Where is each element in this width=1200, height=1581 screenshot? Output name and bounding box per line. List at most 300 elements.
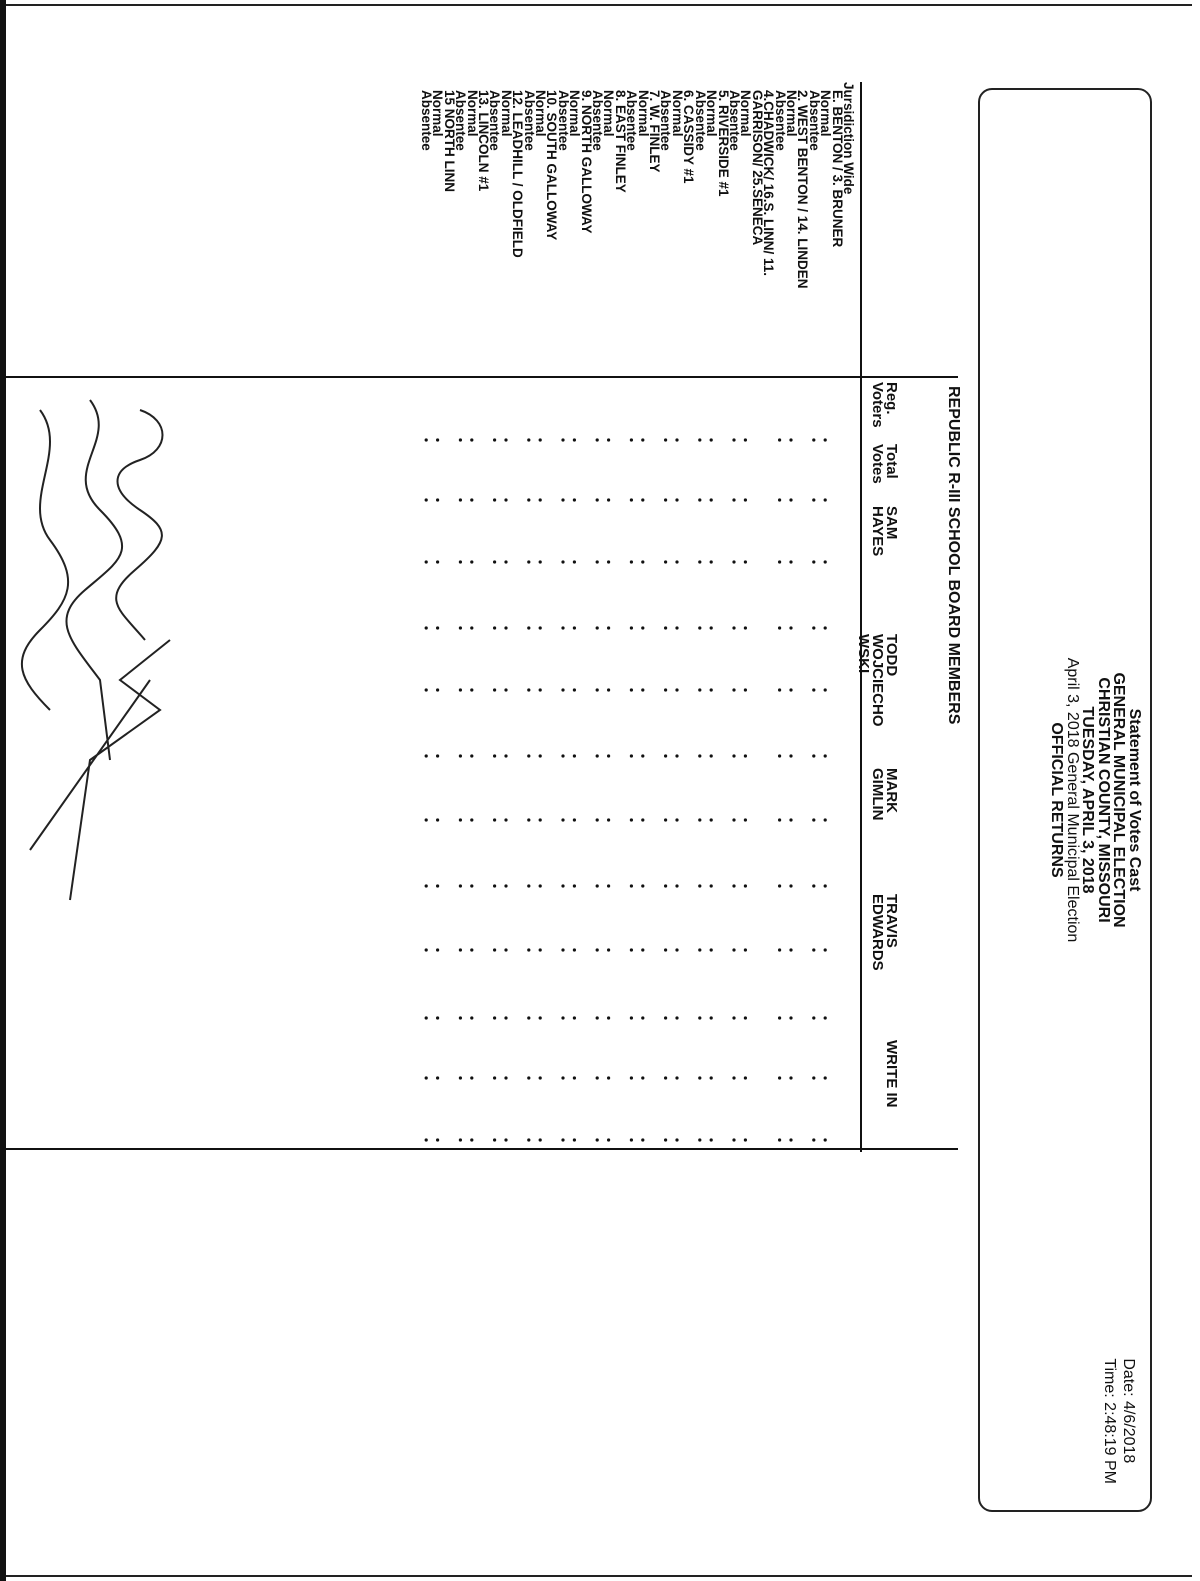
column-header-4: MARK GIMLIN — [869, 768, 900, 821]
empty-count-dot — [664, 884, 667, 887]
empty-count-dot — [664, 1138, 667, 1141]
empty-count-dot — [470, 1016, 473, 1019]
column-header-6: WRITE IN — [883, 1040, 900, 1108]
jurisdiction-row: Absentee — [453, 90, 469, 151]
empty-count-dot — [812, 818, 815, 821]
empty-count-dot — [789, 948, 792, 951]
empty-count-dot — [630, 754, 633, 757]
jurisdiction-row: Absentee — [521, 90, 537, 151]
empty-count-dot — [470, 1076, 473, 1079]
empty-count-dot — [824, 1076, 827, 1079]
empty-count-dot — [664, 948, 667, 951]
empty-count-dot — [436, 438, 439, 441]
jurisdiction-row: 15 NORTH LINN — [441, 90, 457, 193]
empty-count-dot — [698, 884, 701, 887]
empty-count-dot — [539, 688, 542, 691]
empty-count-dot — [504, 688, 507, 691]
empty-count-dot — [504, 1016, 507, 1019]
jurisdiction-row: 5. RIVERSIDE #1 — [715, 90, 731, 197]
empty-count-dot — [641, 1138, 644, 1141]
empty-count-dot — [732, 688, 735, 691]
empty-count-dot — [425, 754, 428, 757]
empty-count-dot — [573, 948, 576, 951]
empty-count-dot — [744, 498, 747, 501]
empty-count-dot — [641, 438, 644, 441]
jurisdiction-row: GARRISON/ 25.SENECA — [749, 90, 765, 246]
empty-count-dot — [459, 626, 462, 629]
empty-count-dot — [493, 754, 496, 757]
empty-count-dot — [710, 884, 713, 887]
empty-count-dot — [710, 688, 713, 691]
empty-count-dot — [675, 1076, 678, 1079]
empty-count-dot — [539, 498, 542, 501]
empty-count-dot — [459, 754, 462, 757]
empty-count-dot — [698, 754, 701, 757]
empty-count-dot — [596, 626, 599, 629]
empty-count-dot — [539, 626, 542, 629]
empty-count-dot — [664, 498, 667, 501]
jurisdiction-row: Absentee — [555, 90, 571, 151]
empty-count-dot — [561, 498, 564, 501]
empty-count-dot — [539, 884, 542, 887]
empty-count-dot — [493, 560, 496, 563]
empty-count-dot — [675, 884, 678, 887]
column-header-3: TODD WOJCIECHO WSKI — [855, 634, 900, 727]
empty-count-dot — [778, 1076, 781, 1079]
jurisdiction-row: 7. W. FINLEY — [647, 90, 663, 173]
jurisdiction-row: Absentee — [590, 90, 606, 151]
signature-1 — [116, 410, 162, 640]
jurisdiction-row: 8. EAST FINLEY — [612, 90, 628, 193]
empty-count-dot — [630, 1016, 633, 1019]
empty-count-dot — [641, 498, 644, 501]
empty-count-dot — [675, 1016, 678, 1019]
empty-count-dot — [778, 884, 781, 887]
empty-count-dot — [596, 818, 599, 821]
empty-count-dot — [812, 438, 815, 441]
empty-count-dot — [539, 438, 542, 441]
empty-count-dot — [493, 498, 496, 501]
empty-count-dot — [664, 1016, 667, 1019]
empty-count-dot — [470, 438, 473, 441]
empty-count-dot — [459, 498, 462, 501]
empty-count-dot — [470, 1138, 473, 1141]
empty-count-dot — [630, 1076, 633, 1079]
empty-count-dot — [436, 884, 439, 887]
empty-count-dot — [527, 498, 530, 501]
empty-count-dot — [789, 498, 792, 501]
empty-count-dot — [470, 626, 473, 629]
empty-count-dot — [641, 1076, 644, 1079]
empty-count-dot — [607, 1016, 610, 1019]
empty-count-dot — [664, 688, 667, 691]
empty-count-dot — [664, 818, 667, 821]
empty-count-dot — [504, 884, 507, 887]
empty-count-dot — [425, 818, 428, 821]
jurisdiction-row: Normal — [430, 90, 446, 137]
empty-count-dot — [732, 884, 735, 887]
empty-count-dot — [596, 688, 599, 691]
empty-count-dot — [641, 818, 644, 821]
empty-count-dot — [596, 884, 599, 887]
empty-count-dot — [710, 754, 713, 757]
empty-count-dot — [630, 1138, 633, 1141]
empty-count-dot — [561, 438, 564, 441]
empty-count-dot — [607, 438, 610, 441]
empty-count-dot — [425, 498, 428, 501]
empty-count-dot — [539, 818, 542, 821]
jurisdiction-row: Normal — [601, 90, 617, 137]
jurisdiction-row: Absentee — [692, 90, 708, 151]
empty-count-dot — [698, 438, 701, 441]
empty-count-dot — [812, 884, 815, 887]
jurisdiction-row: Normal — [464, 90, 480, 137]
jurisdiction-row: Absentee — [726, 90, 742, 151]
empty-count-dot — [778, 948, 781, 951]
empty-count-dot — [527, 626, 530, 629]
jurisdiction-row: 9. NORTH GALLOWAY — [578, 90, 594, 234]
empty-count-dot — [573, 498, 576, 501]
election-date: TUESDAY, APRIL 3, 2018 — [1079, 706, 1097, 894]
empty-count-dot — [596, 560, 599, 563]
empty-count-dot — [789, 1016, 792, 1019]
empty-count-dot — [527, 948, 530, 951]
empty-count-dot — [710, 560, 713, 563]
empty-count-dot — [596, 498, 599, 501]
empty-count-dot — [812, 754, 815, 757]
empty-count-dot — [504, 948, 507, 951]
empty-count-dot — [732, 438, 735, 441]
empty-count-dot — [459, 1076, 462, 1079]
report-time: Time: 2:48:19 PM — [1101, 1358, 1118, 1484]
empty-count-dot — [493, 884, 496, 887]
empty-count-dot — [789, 754, 792, 757]
empty-count-dot — [744, 626, 747, 629]
empty-count-dot — [744, 884, 747, 887]
empty-count-dot — [710, 626, 713, 629]
empty-count-dot — [664, 626, 667, 629]
empty-count-dot — [436, 1138, 439, 1141]
empty-count-dot — [630, 948, 633, 951]
empty-count-dot — [596, 438, 599, 441]
empty-count-dot — [732, 560, 735, 563]
empty-count-dot — [732, 754, 735, 757]
empty-count-dot — [824, 818, 827, 821]
empty-count-dot — [504, 754, 507, 757]
empty-count-dot — [436, 818, 439, 821]
empty-count-dot — [812, 948, 815, 951]
empty-count-dot — [527, 438, 530, 441]
empty-count-dot — [425, 688, 428, 691]
empty-count-dot — [470, 948, 473, 951]
empty-count-dot — [698, 1076, 701, 1079]
empty-count-dot — [732, 1016, 735, 1019]
empty-count-dot — [527, 1016, 530, 1019]
empty-count-dot — [778, 560, 781, 563]
empty-count-dot — [459, 1016, 462, 1019]
empty-count-dot — [778, 438, 781, 441]
empty-count-dot — [641, 1016, 644, 1019]
empty-count-dot — [824, 688, 827, 691]
empty-count-dot — [539, 560, 542, 563]
empty-count-dot — [573, 626, 576, 629]
empty-count-dot — [630, 688, 633, 691]
empty-count-dot — [527, 1076, 530, 1079]
empty-count-dot — [561, 1138, 564, 1141]
jurisdiction-row: 6. CASSIDY #1 — [681, 90, 697, 184]
empty-count-dot — [493, 438, 496, 441]
empty-count-dot — [732, 1076, 735, 1079]
empty-count-dot — [470, 560, 473, 563]
empty-count-dot — [630, 626, 633, 629]
empty-count-dot — [607, 498, 610, 501]
empty-count-dot — [527, 688, 530, 691]
jurisdiction-row: Normal — [738, 90, 754, 137]
empty-count-dot — [596, 1076, 599, 1079]
jurisdiction-row: 4.CHADWICK/ 16.S. LINN/ 11. — [761, 90, 777, 277]
signature-2 — [66, 400, 122, 760]
empty-count-dot — [824, 1016, 827, 1019]
empty-count-dot — [664, 1076, 667, 1079]
empty-count-dot — [459, 884, 462, 887]
signature-3 — [22, 410, 68, 710]
empty-count-dot — [539, 754, 542, 757]
empty-count-dot — [596, 1016, 599, 1019]
empty-count-dot — [732, 948, 735, 951]
empty-count-dot — [459, 818, 462, 821]
empty-count-dot — [789, 560, 792, 563]
empty-count-dot — [459, 560, 462, 563]
empty-count-dot — [561, 1016, 564, 1019]
empty-count-dot — [527, 884, 530, 887]
empty-count-dot — [425, 626, 428, 629]
empty-count-dot — [744, 1016, 747, 1019]
empty-count-dot — [607, 560, 610, 563]
empty-count-dot — [436, 626, 439, 629]
empty-count-dot — [641, 688, 644, 691]
empty-count-dot — [561, 688, 564, 691]
empty-count-dot — [425, 1138, 428, 1141]
empty-count-dot — [744, 754, 747, 757]
empty-count-dot — [744, 948, 747, 951]
empty-count-dot — [607, 754, 610, 757]
empty-count-dot — [675, 948, 678, 951]
jurisdiction-row: 12. LEADHILL / OLDFIELD — [510, 90, 526, 258]
column-header-5: TRAVIS EDWARDS — [869, 894, 900, 971]
jurisdiction-row: 10. SOUTH GALLOWAY — [544, 90, 560, 241]
report-date: Date: 4/6/2018 — [1120, 1358, 1137, 1464]
empty-count-dot — [675, 754, 678, 757]
empty-count-dot — [744, 560, 747, 563]
jurisdiction-row: Normal — [567, 90, 583, 137]
empty-count-dot — [778, 754, 781, 757]
returns-label: OFFICIAL RETURNS — [1048, 722, 1066, 878]
jurisdiction-row: Absentee — [418, 90, 434, 151]
empty-count-dot — [436, 688, 439, 691]
empty-count-dot — [596, 948, 599, 951]
empty-count-dot — [675, 818, 678, 821]
empty-count-dot — [789, 884, 792, 887]
empty-count-dot — [824, 438, 827, 441]
empty-count-dot — [596, 1138, 599, 1141]
column-header-2: SAM HAYES — [869, 506, 900, 557]
empty-count-dot — [425, 438, 428, 441]
empty-count-dot — [732, 818, 735, 821]
empty-count-dot — [675, 560, 678, 563]
empty-count-dot — [698, 626, 701, 629]
jurisdiction-row: Normal — [818, 90, 834, 137]
empty-count-dot — [539, 1138, 542, 1141]
empty-count-dot — [607, 1138, 610, 1141]
election-name: GENERAL MUNICIPAL ELECTION — [1110, 672, 1128, 928]
empty-count-dot — [698, 948, 701, 951]
empty-count-dot — [436, 1016, 439, 1019]
jurisdiction-row: Absentee — [806, 90, 822, 151]
jurisdiction-row: Absentee — [487, 90, 503, 151]
empty-count-dot — [641, 560, 644, 563]
empty-count-dot — [504, 498, 507, 501]
jurisdiction-row: Absentee — [772, 90, 788, 151]
empty-count-dot — [812, 498, 815, 501]
empty-count-dot — [824, 948, 827, 951]
empty-count-dot — [493, 688, 496, 691]
empty-count-dot — [527, 560, 530, 563]
empty-count-dot — [698, 1138, 701, 1141]
empty-count-dot — [710, 1138, 713, 1141]
empty-count-dot — [789, 626, 792, 629]
empty-count-dot — [561, 754, 564, 757]
empty-count-dot — [812, 1076, 815, 1079]
empty-count-dot — [539, 1076, 542, 1079]
empty-count-dot — [675, 688, 678, 691]
jurisdiction-row: 13. LINCOLN #1 — [476, 90, 491, 192]
jurisdiction-row: Normal — [533, 90, 549, 137]
empty-count-dot — [778, 626, 781, 629]
empty-count-dot — [573, 1138, 576, 1141]
empty-count-dot — [504, 438, 507, 441]
jurisdiction-row: Absentee — [624, 90, 640, 151]
empty-count-dot — [470, 884, 473, 887]
empty-count-dot — [789, 1076, 792, 1079]
empty-count-dot — [539, 1016, 542, 1019]
empty-count-dot — [425, 948, 428, 951]
empty-count-dot — [630, 560, 633, 563]
jurisdiction-row: Jursidiction Wide — [841, 82, 856, 195]
jurisdiction-row: 2. WEST BENTON / 14. LINDEN — [795, 90, 811, 289]
empty-count-dot — [425, 1076, 428, 1079]
column-header-1: Total Votes — [869, 444, 900, 484]
empty-count-dot — [789, 438, 792, 441]
empty-count-dot — [470, 818, 473, 821]
empty-count-dot — [573, 560, 576, 563]
empty-count-dot — [675, 498, 678, 501]
empty-count-dot — [425, 1016, 428, 1019]
race-title: REPUBLIC R-III SCHOOL BOARD MEMBERS — [945, 386, 962, 725]
empty-count-dot — [812, 1016, 815, 1019]
empty-count-dot — [664, 560, 667, 563]
empty-count-dot — [527, 818, 530, 821]
jurisdiction-row: E. BENTON / 3. BRUNER — [829, 90, 845, 248]
empty-count-dot — [778, 818, 781, 821]
empty-count-dot — [710, 818, 713, 821]
empty-count-dot — [504, 626, 507, 629]
empty-count-dot — [789, 818, 792, 821]
empty-count-dot — [710, 438, 713, 441]
empty-count-dot — [493, 1138, 496, 1141]
empty-count-dot — [778, 1138, 781, 1141]
empty-count-dot — [641, 626, 644, 629]
empty-count-dot — [493, 1076, 496, 1079]
empty-count-dot — [630, 818, 633, 821]
empty-count-dot — [698, 498, 701, 501]
empty-count-dot — [459, 948, 462, 951]
empty-count-dot — [539, 948, 542, 951]
empty-count-dot — [561, 884, 564, 887]
empty-count-dot — [744, 1138, 747, 1141]
empty-count-dot — [824, 560, 827, 563]
empty-count-dot — [732, 498, 735, 501]
empty-count-dot — [436, 560, 439, 563]
empty-count-dot — [436, 754, 439, 757]
empty-count-dot — [641, 884, 644, 887]
empty-count-dot — [778, 498, 781, 501]
empty-count-dot — [607, 1076, 610, 1079]
election-description: April 3, 2018 General Municipal Election — [1064, 657, 1081, 943]
empty-count-dot — [664, 438, 667, 441]
empty-count-dot — [824, 626, 827, 629]
empty-count-dot — [493, 626, 496, 629]
empty-count-dot — [459, 438, 462, 441]
jurisdiction-row: Absentee — [658, 90, 674, 151]
empty-count-dot — [436, 948, 439, 951]
empty-count-dot — [436, 498, 439, 501]
empty-count-dot — [710, 1076, 713, 1079]
empty-count-dot — [630, 498, 633, 501]
empty-count-dot — [504, 1138, 507, 1141]
empty-count-dot — [493, 948, 496, 951]
empty-count-dot — [436, 1076, 439, 1079]
empty-count-dot — [573, 438, 576, 441]
empty-count-dot — [789, 1138, 792, 1141]
empty-count-dot — [573, 818, 576, 821]
empty-count-dot — [778, 1016, 781, 1019]
empty-count-dot — [573, 884, 576, 887]
report-title: Statement of Votes Cast — [1126, 708, 1143, 892]
empty-count-dot — [504, 1076, 507, 1079]
jurisdiction-row: Normal — [669, 90, 685, 137]
column-header-0: Reg. Voters — [869, 382, 900, 428]
empty-count-dot — [607, 948, 610, 951]
empty-count-dot — [732, 1138, 735, 1141]
empty-count-dot — [504, 560, 507, 563]
empty-count-dot — [470, 754, 473, 757]
empty-count-dot — [470, 688, 473, 691]
empty-count-dot — [630, 884, 633, 887]
empty-count-dot — [641, 754, 644, 757]
empty-count-dot — [470, 498, 473, 501]
empty-count-dot — [812, 1138, 815, 1141]
empty-count-dot — [573, 688, 576, 691]
empty-count-dot — [607, 818, 610, 821]
empty-count-dot — [710, 948, 713, 951]
jurisdiction-row: Normal — [704, 90, 720, 137]
empty-count-dot — [561, 560, 564, 563]
empty-count-dot — [459, 688, 462, 691]
empty-count-dot — [824, 754, 827, 757]
empty-count-dot — [744, 438, 747, 441]
empty-count-dot — [710, 498, 713, 501]
empty-count-dot — [744, 1076, 747, 1079]
